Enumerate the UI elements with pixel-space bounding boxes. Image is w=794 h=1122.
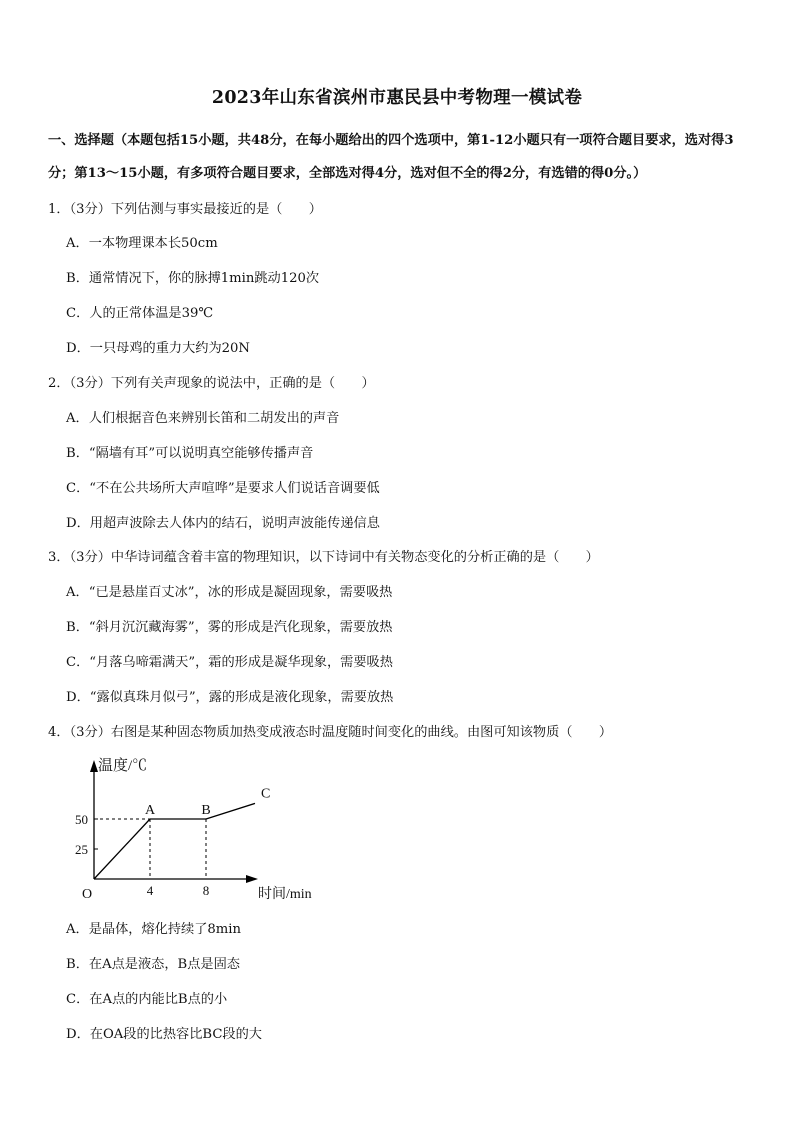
option-c: C．人的正常体温是39℃ (66, 306, 214, 321)
temperature-time-graph (75, 752, 338, 902)
option-d: D．“露似真珠月似弓”，露的形成是液化现象，需要放热 (66, 690, 394, 705)
section-header: 一、选择题（本题包括15小题，共48分，在每小题给出的四个选项中，第1-12小题只有一项符合题目要求，选对得3分；第13～15小题，有多项符合题目要求，全部选对得4分，选对但不全的得2分，有选错的得0分。） (48, 133, 734, 181)
option-d: D．在OA段的比热容比BC段的大 (66, 1027, 262, 1042)
question-stem: 3．（3分）中华诗词蕴含着丰富的物理知识，以下诗词中有关物态变化的分析正确的是（ ） (48, 550, 599, 565)
curve-segment (94, 819, 150, 879)
question-stem: 2．（3分）下列有关声现象的说法中，正确的是（ ） (48, 376, 375, 391)
chart-series (94, 803, 255, 879)
option-c: C．“月落乌啼霜满天”，霜的形成是凝华现象，需要吸热 (66, 655, 393, 670)
option-b: B．“隔墙有耳”可以说明真空能够传播声音 (66, 446, 314, 461)
point-label-a: A (144, 803, 156, 818)
point-label-c: C (261, 786, 271, 802)
y-tick-label: 50 (75, 812, 88, 827)
option-a: A．一本物理课本长50cm (66, 236, 218, 251)
point-label-b: B (201, 803, 211, 818)
option-d: D．一只母鸡的重力大约为20N (66, 341, 250, 356)
chart-axes (90, 760, 258, 883)
origin-label: O (81, 887, 93, 902)
chart-guides (94, 819, 206, 879)
option-d: D．用超声波除去人体内的结石，说明声波能传递信息 (66, 516, 380, 531)
option-c: C．在A点的内能比B点的小 (66, 992, 228, 1007)
curve-segment (206, 803, 255, 819)
question-stem: 1．（3分）下列估测与事实最接近的是（ ） (48, 202, 322, 217)
option-b: B．在A点是液态，B点是固态 (66, 957, 240, 972)
chart-labels (75, 756, 312, 902)
y-axis-label: 温度/℃ (98, 758, 148, 774)
y-tick-label: 25 (75, 842, 88, 857)
option-a: A．是晶体，熔化持续了8min (66, 922, 242, 937)
x-tick-label: 4 (146, 883, 154, 898)
option-a: A．“已是悬崖百丈冰”，冰的形成是凝固现象，需要吸热 (66, 585, 393, 600)
x-tick-label: 8 (202, 883, 210, 898)
option-c: C．“不在公共场所大声喧哗”是要求人们说话音调要低 (66, 481, 380, 496)
option-a: A．人们根据音色来辨别长笛和二胡发出的声音 (66, 411, 340, 426)
option-b: B．通常情况下，你的脉搏1min跳动120次 (66, 271, 320, 286)
page-title: 2023年山东省滨州市惠民县中考物理一模试卷 (211, 88, 583, 108)
x-axis-arrow (246, 875, 258, 883)
option-b: B．“斜月沉沉藏海雾”，雾的形成是汽化现象，需要放热 (66, 620, 393, 635)
question-stem: 4．（3分）右图是某种固态物质加热变成液态时温度随时间变化的曲线。由图可知该物质（ ） (48, 725, 613, 740)
y-axis-arrow (90, 760, 98, 772)
x-axis-label: 时间/min (258, 887, 312, 902)
